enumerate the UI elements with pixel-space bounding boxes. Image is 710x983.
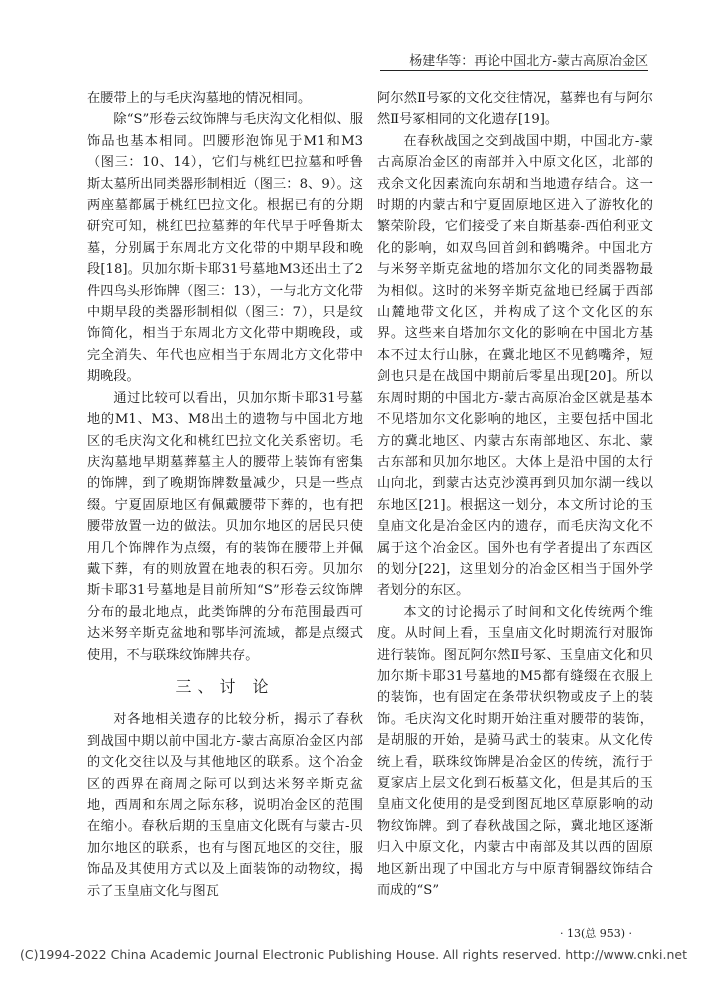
- right-paragraph-1: 阿尔然Ⅱ号冢的文化交往情况，墓葬也有与阿尔然Ⅱ号冢相同的文化遗存[19]。: [377, 91, 653, 128]
- right-column: [377, 88, 653, 901]
- left-paragraph-1: 在腰带上的与毛庆沟墓地的情况相同。: [87, 91, 312, 106]
- running-head-text: 杨建华等：再论中国北方-蒙古高原冶金区: [409, 54, 648, 69]
- right-paragraph-2: 在春秋战国之交到战国中期，中国北方-蒙古高原冶金区的南部并入中原文化区，北部的戎余文化因素流向东胡和当地遗存结合。这一时期的内蒙古和宁夏固原地区进入了游牧化的繁荣阶段，它们接受了来自斯基泰-西伯利亚文化的影响，如双鸟回首剑和鹤嘴斧。中国北方与米努辛斯克盆地的塔加尔文化的同类器物最为相似。这时的米努辛斯克盆地已经属于西部山麓地带文化区，并构成了这个文化区的东界。这些来自塔加尔文化的影响在中国北方基本不过太行山脉，在冀北地区不见鹤嘴斧，短剑也只是在战国中期前后零星出现[20]。所以东周时期的中国北方-蒙古高原冶金区就是基本不见塔加尔文化影响的地区，主要包括中国北方的冀北地区、内蒙古东南部地区、东北、蒙古东部和贝加尔地区。大体上是沿中国的太行山向北，到蒙古达克沙漠再到贝加尔湖一线以东地区[21]。根据这一划分，本文所讨论的玉皇庙文化是冶金区内的遗存，而毛庆沟文化不属于这个冶金区。国外也有学者提出了东西区的划分[22]，这里划分的冶金区相当于国外学者划分的东区。: [377, 133, 653, 599]
- right-paragraph-3: 本文的讨论揭示了时间和文化传统两个维度。从时间上看，玉皇庙文化时期流行对服饰进行装饰。图瓦阿尔然Ⅱ号冢、玉皇庙文化和贝加尔斯卡耶31号墓地的M5都有缝缀在衣服上的装饰，也有固定在条带状织物或皮子上的装饰。毛庆沟文化时期开始注重对腰带的装饰，是胡服的开始，是骑马武士的装束。从文化传统上看，联珠纹饰牌是冶金区的传统，流行于夏家店上层文化到石板墓文化，但是其后的玉皇庙文化使用的是受到图瓦地区草原影响的动物纹饰牌。到了春秋战国之际，冀北地区逐渐归入中原文化，内蒙古中南部及其以西的固原地区新出现了中国北方与中原青铜器纹饰结合而成的“S”: [377, 604, 653, 899]
- page-number: · 13(总 953) ·: [560, 927, 633, 940]
- section-heading: 三、讨 论: [175, 676, 275, 696]
- copyright-footer: (C)1994-2022 China Academic Journal Electronic Publishing House. All rights reserved. http://www.cnki.net: [20, 947, 687, 962]
- left-paragraph-3: 通过比较可以看出，贝加尔斯卡耶31号墓地的M1、M3、M8出土的遗物与中国北方地区的毛庆沟文化和桃红巴拉文化关系密切。毛庆沟墓地早期墓葬墓主人的腰带上装饰有密集的饰牌，到了晚期饰牌数量减少，只是一些点缀。宁夏固原地区有佩戴腰带下葬的，也有把腰带放置一边的做法。贝加尔地区的居民只使用几个饰牌作为点缀，有的装饰在腰带上并佩戴下葬，有的则放置在地表的积石旁。贝加尔斯卡耶31号墓地是目前所知“S”形卷云纹饰牌分布的最北地点，此类饰牌的分布范围最西可达米努辛斯克盆地和鄂毕河流域，都是点缀式使用，不与联珠纹饰牌共存。: [87, 390, 363, 663]
- left-column: [87, 88, 363, 902]
- left-paragraph-2: 除“S”形卷云纹饰牌与毛庆沟文化相似、服饰品也基本相同。凹腰形泡饰见于M1和M3（图三：10、14），它们与桃红巴拉墓和呼鲁斯太墓所出同类器形制相近（图三：8、9）。这两座墓都属于桃红巴拉文化。根据已有的分期研究可知，桃红巴拉墓葬的年代早于呼鲁斯太墓，分别属于东周北方文化带的中期早段和晚段[18]。贝加尔斯卡耶31号墓地M3还出土了2件四鸟头形饰牌（图三：13），一与北方文化带中期早段的类器形制相似（图三：7），只是纹饰简化，相当于东周北方文化带中期晚段，或完全消失、年代也应相当于东周北方文化带中期晚段。: [87, 112, 363, 385]
- left-paragraph-4: 对各地相关遗存的比较分析，揭示了春秋到战国中期以前中国北方-蒙古高原冶金区内部的文化交往以及与其他地区的联系。这个冶金区的西界在商周之际可以到达米努辛斯克盆地，西周和东周之际东移，说明冶金区的范围在缩小。春秋后期的玉皇庙文化既有与蒙古-贝加尔地区的联系，也有与图瓦地区的交往，服饰品及其使用方式以及上面装饰的动物纹，揭示了玉皇庙文化与图瓦: [87, 712, 363, 899]
- running-header: [380, 48, 648, 71]
